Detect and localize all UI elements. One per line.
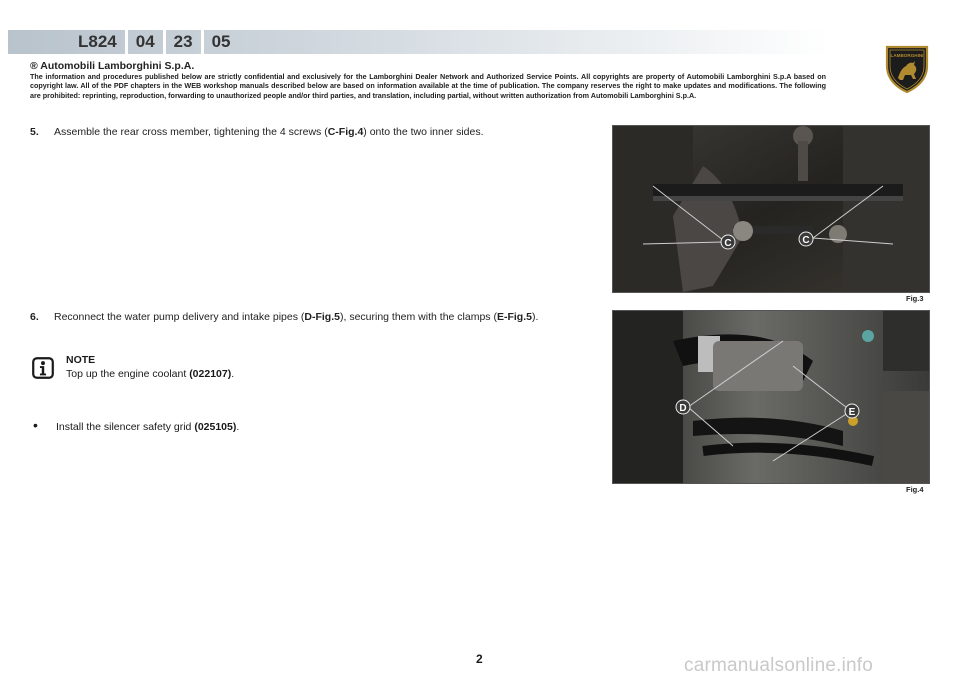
step-text: ) onto the two inner sides. — [363, 126, 484, 138]
figure-4-photo — [612, 310, 930, 484]
code-separator — [163, 30, 166, 54]
note-body: Top up the engine coolant — [66, 368, 190, 380]
step-5 — [30, 125, 484, 139]
callout-d: D — [679, 403, 687, 414]
section-code: 05 — [211, 32, 231, 51]
subgroup-code: 23 — [173, 32, 193, 51]
figure-3-caption: Fig.3 — [906, 294, 924, 303]
logo-wordmark: LAMBORGHINI — [890, 53, 924, 58]
copyright-notice: The information and procedures published below are strictly confidential and exclusively for the Lamborghini Dealer Network and Authorized Service Points. All copyrights are property of Automobili Lamborghini S.p.A based on copyright law. All of the PDF chapters in the WEB workshop manuals described below are based on information available at the time of publication. The company reserves the right to make updates and modifications. The following are prohibited: reprinting, reproduction, forwarding to unauthorized people and/or third parties, and translation, including partial, without written authorization from Automobili Lamborghini S.p.A. — [30, 72, 826, 100]
model-code: L824 — [78, 32, 117, 51]
step-text: ). — [531, 311, 539, 323]
figure-3-photo — [612, 125, 930, 293]
step-text: ), securing them with the clamps ( — [339, 311, 497, 323]
code-separator — [201, 30, 204, 54]
figure-reference: D-Fig.5 — [304, 311, 340, 323]
document-code — [72, 30, 237, 54]
step-text: Reconnect the water pump delivery and intake pipes ( — [54, 311, 305, 323]
group-code: 04 — [135, 32, 155, 51]
note-text — [66, 368, 234, 380]
step-text: Assemble the rear cross member, tightening the 4 screws ( — [54, 126, 328, 138]
bullet-icon: • — [33, 417, 38, 433]
callout-c-right: C — [802, 235, 810, 246]
bullet-text: Install the silencer safety grid — [56, 421, 195, 433]
site-watermark: carmanualsonline.info — [684, 655, 874, 676]
bullet-item — [56, 421, 239, 433]
lamborghini-shield-icon — [884, 44, 930, 94]
figure-reference: E-Fig.5 — [496, 311, 532, 323]
note-end: . — [231, 368, 235, 380]
company-name: ® Automobili Lamborghini S.p.A. — [30, 60, 195, 72]
bullet-end: . — [236, 421, 240, 433]
procedure-code: (025105) — [194, 421, 237, 433]
step-6 — [30, 310, 538, 324]
callout-c-left: C — [724, 238, 732, 249]
callout-e: E — [848, 407, 856, 418]
step-number: 5. — [30, 126, 39, 138]
figure-reference: C-Fig.4 — [327, 126, 364, 138]
page-number: 2 — [476, 652, 483, 666]
procedure-code: (022107) — [189, 368, 232, 380]
info-icon — [32, 357, 54, 379]
figure-4-caption: Fig.4 — [906, 485, 924, 494]
code-separator — [125, 30, 128, 54]
note-title: NOTE — [66, 354, 96, 366]
step-number: 6. — [30, 311, 39, 323]
